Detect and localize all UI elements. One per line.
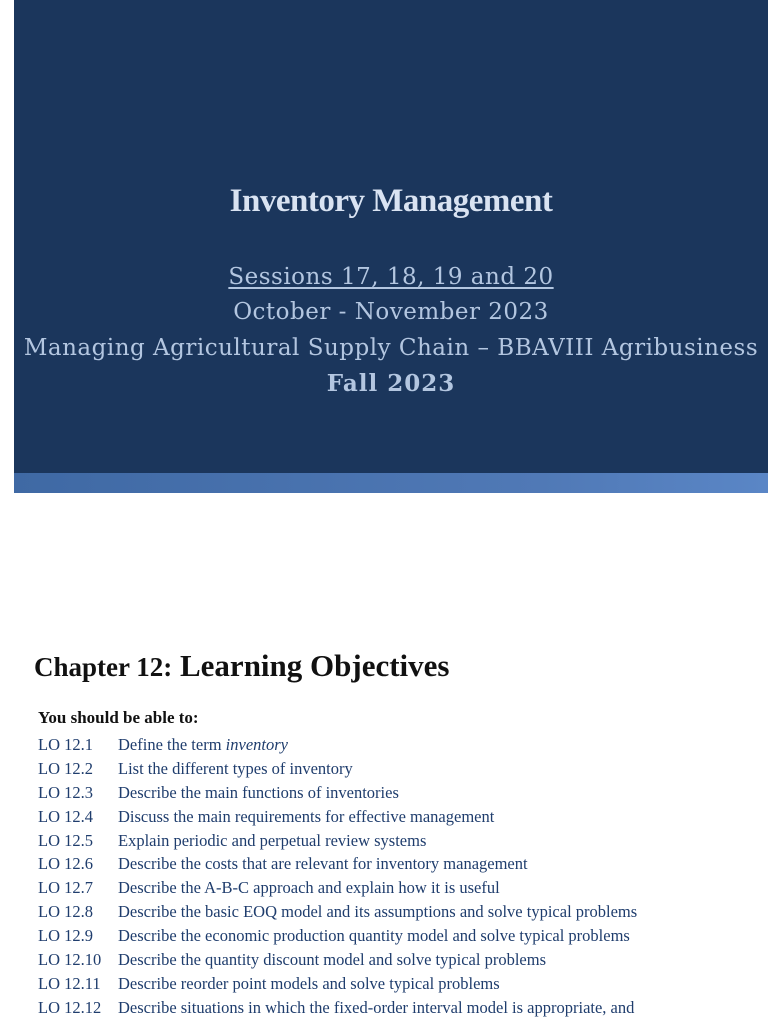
list-item	[38, 733, 758, 757]
list-item	[38, 805, 758, 829]
objective-text	[118, 759, 758, 779]
objectives-intro: You should be able to:	[38, 708, 199, 727]
objective-text-body: Define the term	[118, 734, 226, 754]
chapter-title	[34, 648, 450, 684]
term-label: Fall 2023	[326, 370, 456, 397]
title-slide-accent-band	[14, 473, 768, 493]
objective-text-body: Describe the main functions of inventories	[118, 782, 399, 802]
list-item	[38, 757, 758, 781]
objective-text	[118, 950, 758, 970]
list-item	[38, 996, 758, 1020]
objective-code: LO 12.1	[38, 734, 93, 754]
learning-objectives-list	[38, 733, 758, 1020]
objective-text-body: Describe reorder point models and solve typical problems	[118, 973, 500, 993]
objective-text-body: Describe the basic EOQ model and its assumptions and solve typical problems	[118, 902, 638, 922]
objective-text	[118, 974, 758, 994]
title-slide	[14, 0, 768, 473]
objective-code: LO 12.8	[38, 902, 93, 922]
objective-text-body: Describe situations in which the fixed-order interval model is appropriate, and	[118, 997, 635, 1017]
list-item	[38, 924, 758, 948]
objective-text	[118, 783, 758, 803]
list-item	[38, 876, 758, 900]
objective-text-body: Describe the costs that are relevant for inventory management	[118, 854, 528, 874]
chapter-title-main: Learning Objectives	[172, 648, 450, 683]
list-item	[38, 829, 758, 853]
objective-code: LO 12.4	[38, 806, 93, 826]
objective-code: LO 12.9	[38, 926, 93, 946]
objective-code: LO 12.11	[38, 973, 101, 993]
objective-code: LO 12.5	[38, 830, 93, 850]
objective-code: LO 12.10	[38, 949, 102, 969]
objective-text	[118, 926, 758, 946]
objective-code: LO 12.6	[38, 854, 93, 874]
presentation-title: Inventory Management	[229, 183, 553, 219]
course-name: Managing Agricultural Supply Chain – BBAVIII Agribusiness	[23, 335, 759, 361]
session-dates: October - November 2023	[233, 299, 549, 325]
objective-code: LO 12.12	[38, 997, 102, 1017]
objective-text-body: Describe the economic production quantity model and solve typical problems	[118, 926, 630, 946]
objective-text	[118, 902, 758, 922]
objective-text	[118, 878, 758, 898]
objective-text-body: Describe the A-B-C approach and explain how it is useful	[118, 878, 500, 898]
objective-text-body: Explain periodic and perpetual review systems	[118, 830, 427, 850]
list-item	[38, 781, 758, 805]
chapter-title-prefix: Chapter 12:	[34, 652, 173, 682]
objective-text-body: List the different types of inventory	[118, 758, 353, 778]
objective-text-body: Discuss the main requirements for effective management	[118, 806, 495, 826]
objective-code: LO 12.2	[38, 758, 93, 778]
objective-code: LO 12.7	[38, 878, 93, 898]
objective-text-body: Describe the quantity discount model and solve typical problems	[118, 949, 546, 969]
list-item	[38, 948, 758, 972]
objective-text	[118, 998, 758, 1018]
sessions-link[interactable]: Sessions 17, 18, 19 and 20	[228, 264, 554, 290]
objective-code: LO 12.3	[38, 782, 93, 802]
list-item	[38, 972, 758, 996]
list-item	[38, 900, 758, 924]
objective-emphasis: inventory	[225, 734, 288, 754]
objective-text	[118, 807, 758, 827]
objective-text	[118, 831, 758, 851]
objective-text	[118, 735, 758, 755]
list-item	[38, 852, 758, 876]
objective-text	[118, 854, 758, 874]
